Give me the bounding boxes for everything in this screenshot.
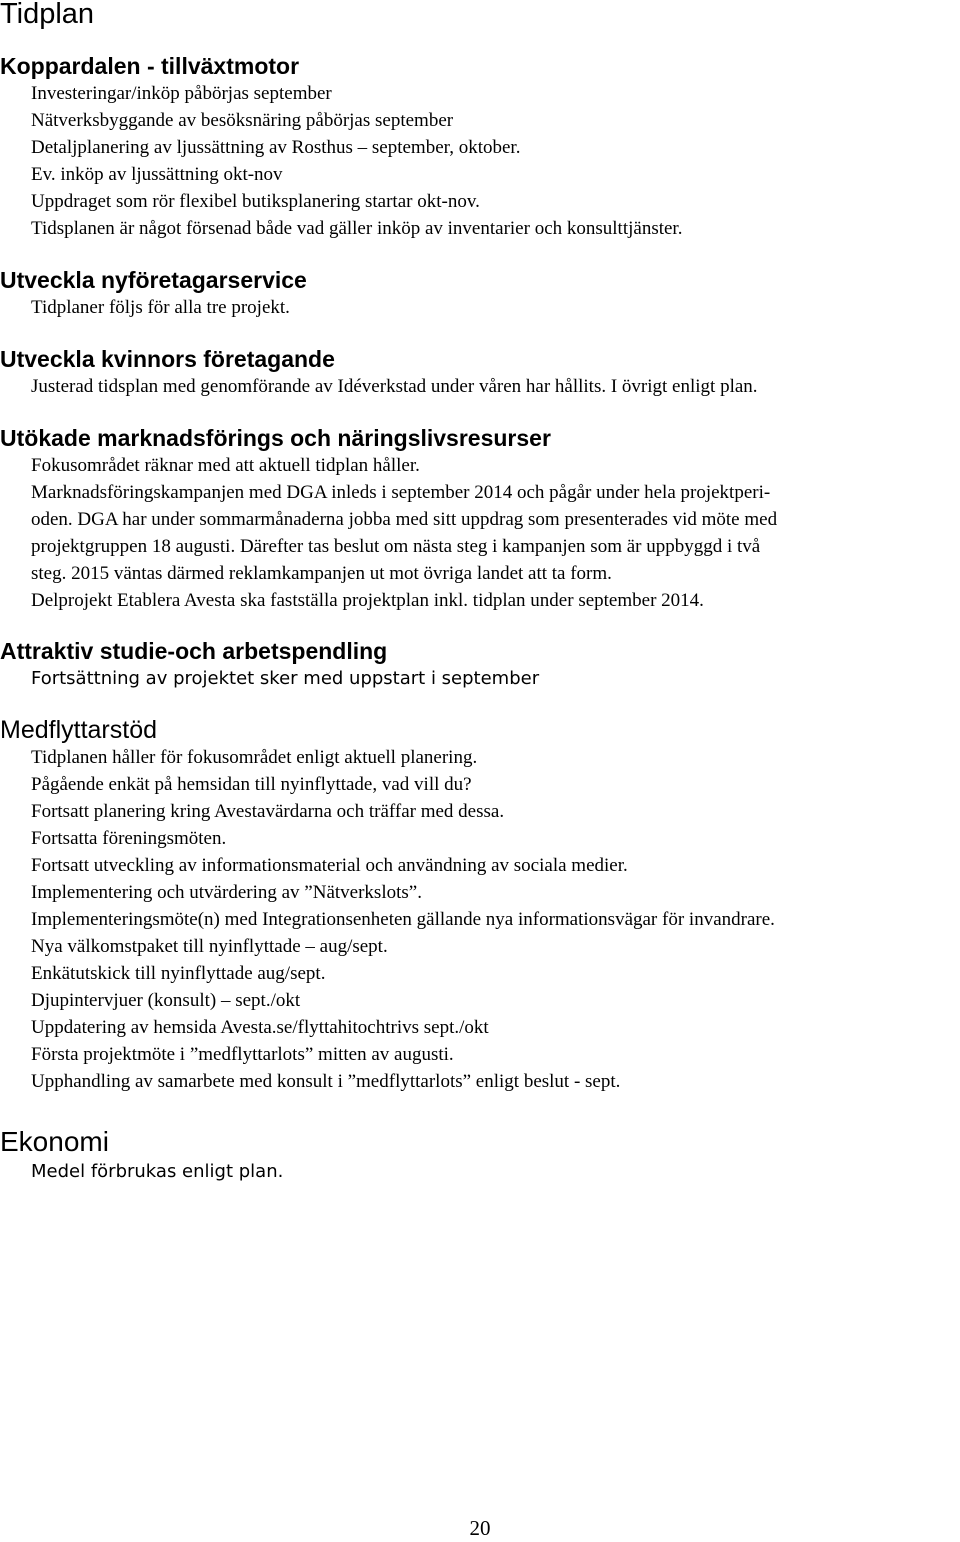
section-heading: Koppardalen - tillväxtmotor — [0, 53, 300, 79]
section-lines — [0, 373, 960, 400]
text-line: Fortsättning av projektet sker med uppstart i september — [31, 668, 540, 689]
text-line: Fortsatt utveckling av informationsmaterial och användning av sociala medier. — [31, 855, 628, 876]
text-line: Fokusområdet räknar med att aktuell tidplan håller. — [31, 455, 420, 476]
section-heading: Ekonomi — [0, 1126, 109, 1157]
text-line: Upphandling av samarbete med konsult i ”medflyttarlots” enligt beslut - sept. — [31, 1071, 621, 1092]
text-line: Uppdraget som rör flexibel butiksplanering startar okt-nov. — [31, 191, 480, 212]
text-line: Pågående enkät på hemsidan till nyinflyttade, vad vill du? — [31, 774, 472, 795]
page-number: 20 — [469, 1516, 491, 1540]
page-title: Tidplan — [0, 0, 95, 30]
text-line: Justerad tidsplan med genomförande av Idéverkstad under våren har hållits. I övrigt enligt plan. — [31, 376, 758, 397]
text-line: Tidplanen håller för fokusområdet enligt aktuell planering. — [31, 747, 478, 768]
section-arbetspendling — [0, 637, 960, 692]
text-line: steg. 2015 väntas därmed reklamkampanjen ut mot övriga landet att ta form. — [31, 563, 612, 584]
section-medflyttarstod — [0, 716, 960, 1095]
text-line: Djupintervjuer (konsult) – sept./okt — [31, 990, 301, 1011]
section-lines — [0, 665, 960, 692]
text-line: Första projektmöte i ”medflyttarlots” mitten av augusti. — [31, 1044, 454, 1065]
text-line: Delprojekt Etablera Avesta ska fastställa projektplan inkl. tidplan under september 2014. — [31, 590, 704, 611]
text-line: Implementering och utvärdering av ”Nätverkslots”. — [31, 882, 422, 903]
text-line: Implementeringsmöte(n) med Integrationsenheten gällande nya informationsvägar för invandrare. — [31, 909, 775, 930]
text-line: Uppdatering av hemsida Avesta.se/flyttahitochtrivs sept./okt — [31, 1017, 489, 1038]
text-line: Nätverksbyggande av besöksnäring påbörjas september — [31, 110, 454, 131]
section-lines — [0, 744, 960, 1095]
section-heading: Medflyttarstöd — [0, 716, 158, 744]
text-line: Nya välkomstpaket till nyinflyttade – aug/sept. — [31, 936, 388, 957]
section-marknadsforing — [0, 424, 960, 614]
section-heading: Attraktiv studie-och arbetspendling — [0, 638, 388, 664]
section-heading: Utökade marknadsförings och näringslivsresurser — [0, 425, 551, 451]
section-lines — [0, 452, 960, 614]
section-koppardalen — [0, 52, 960, 242]
text-line: Tidsplanen är något försenad både vad gäller inköp av inventarier och konsulttjänster. — [31, 218, 683, 239]
text-line: Detaljplanering av ljussättning av Rosthus – september, oktober. — [31, 137, 521, 158]
text-line: Tidplaner följs för alla tre projekt. — [31, 297, 290, 318]
text-line: Medel förbrukas enligt plan. — [31, 1161, 284, 1182]
section-kvinnors-foretagande — [0, 345, 960, 400]
section-lines — [0, 294, 960, 321]
section-heading: Utveckla nyföretagarservice — [0, 267, 307, 293]
text-line: projektgruppen 18 augusti. Därefter tas beslut om nästa steg i kampanjen som är uppbyggd i två — [31, 536, 761, 557]
text-line: oden. DGA har under sommarmånaderna jobba med sitt uppdrag som presenterades vid möte med — [31, 509, 778, 530]
section-nyforetagarservice — [0, 266, 960, 321]
section-lines — [0, 1158, 960, 1185]
text-line: Marknadsföringskampanjen med DGA inleds i september 2014 och pågår under hela projektperi- — [31, 482, 771, 503]
section-lines — [0, 80, 960, 242]
section-ekonomi — [0, 1126, 960, 1185]
text-line: Fortsatta föreningsmöten. — [31, 828, 227, 849]
section-heading: Utveckla kvinnors företagande — [0, 346, 335, 372]
text-line: Enkätutskick till nyinflyttade aug/sept. — [31, 963, 326, 984]
text-line: Fortsatt planering kring Avestavärdarna och träffar med dessa. — [31, 801, 505, 822]
text-line: Investeringar/inköp påbörjas september — [31, 83, 332, 104]
text-line: Ev. inköp av ljussättning okt-nov — [31, 164, 283, 185]
